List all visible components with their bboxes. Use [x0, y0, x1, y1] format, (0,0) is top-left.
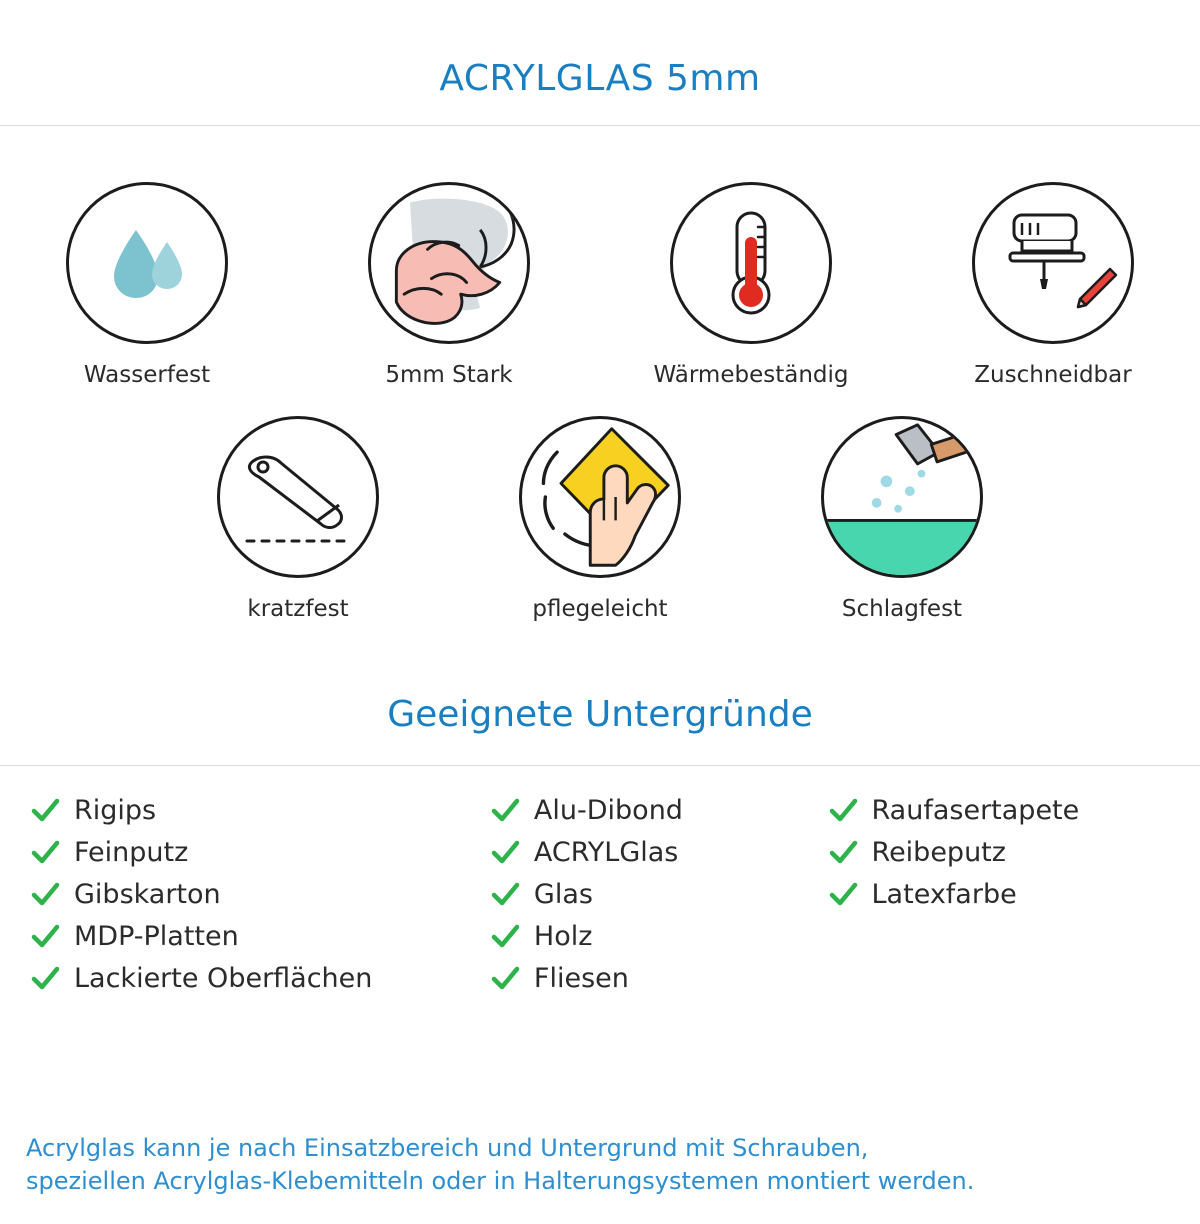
- list-item-label: Rigips: [74, 795, 157, 827]
- check-icon: [490, 880, 520, 910]
- page-title: ACRYLGLAS 5mm: [439, 58, 761, 100]
- feature-zuschneidbar: [938, 182, 1168, 388]
- list-item: [30, 874, 490, 916]
- check-icon: [30, 922, 60, 952]
- feature-wasserfest: [32, 182, 262, 388]
- check-icon: [30, 838, 60, 868]
- feature-icon-circle: [821, 416, 983, 578]
- substrate-column-2: [490, 790, 828, 1000]
- list-item: [828, 874, 1170, 916]
- list-item-label: Feinputz: [74, 837, 189, 869]
- list-item: [828, 832, 1170, 874]
- feature-waermebestaendig: [636, 182, 866, 388]
- strong-arm-icon: [371, 183, 527, 343]
- substrate-column-1: [30, 790, 490, 1000]
- list-item: [30, 916, 490, 958]
- list-item: [490, 916, 828, 958]
- list-item: [490, 790, 828, 832]
- feature-icon-circle: [972, 182, 1134, 344]
- feature-row-1: [0, 182, 1200, 388]
- list-item-label: Fliesen: [533, 963, 629, 995]
- divider-top: [0, 125, 1200, 126]
- check-icon: [828, 880, 858, 910]
- check-icon: [490, 796, 520, 826]
- list-item-label: ACRYLGlas: [533, 837, 679, 869]
- list-item-label: Alu-Dibond: [533, 795, 683, 827]
- feature-label: Wasserfest: [83, 362, 211, 389]
- water-drop-icon: [92, 208, 202, 318]
- feature-kratzfest: [183, 416, 413, 622]
- feature-label: Schlagfest: [841, 596, 963, 623]
- feature-label: kratzfest: [247, 596, 349, 623]
- list-item-label: Latexfarbe: [871, 879, 1017, 911]
- hammer-impact-icon: [824, 417, 980, 577]
- footnote: [26, 1132, 1182, 1198]
- feature-icon-circle: [217, 416, 379, 578]
- list-item-label: MDP-Platten: [74, 921, 239, 953]
- feature-icon-circle: [66, 182, 228, 344]
- check-icon: [828, 838, 858, 868]
- list-item-label: Lackierte Oberflächen: [74, 963, 373, 995]
- feature-row-2: [0, 416, 1200, 622]
- feature-5mm-stark: [334, 182, 564, 388]
- section-subtitle: Geeignete Untergründe: [387, 694, 813, 736]
- feature-icon-circle: [519, 416, 681, 578]
- footnote-line-2: speziellen Acrylglas-Klebemitteln oder in Halterungsystemen montiert werden.: [26, 1167, 975, 1195]
- thermometer-icon: [696, 203, 806, 323]
- feature-label: 5mm Stark: [385, 362, 513, 389]
- feature-label: Wärmebeständig: [653, 362, 849, 389]
- check-icon: [828, 796, 858, 826]
- list-item: [490, 958, 828, 1000]
- list-item: [490, 874, 828, 916]
- feature-label: pflegeleicht: [532, 596, 668, 623]
- list-item: [828, 790, 1170, 832]
- list-item: [30, 832, 490, 874]
- knife-scratch-icon: [233, 437, 363, 557]
- check-icon: [30, 880, 60, 910]
- footnote-line-1: Acrylglas kann je nach Einsatzbereich und Untergrund mit Schrauben,: [26, 1133, 869, 1162]
- feature-icon-circle: [670, 182, 832, 344]
- check-icon: [490, 964, 520, 994]
- feature-pflegeleicht: [485, 416, 715, 622]
- substrate-lists: [0, 766, 1200, 1000]
- list-item: [490, 832, 828, 874]
- cleaning-hand-icon: [522, 417, 678, 577]
- list-item-label: Glas: [533, 879, 593, 911]
- list-item: [30, 958, 490, 1000]
- list-item-label: Reibeputz: [871, 837, 1006, 869]
- check-icon: [30, 796, 60, 826]
- check-icon: [30, 964, 60, 994]
- list-item-label: Gibskarton: [74, 879, 221, 911]
- check-icon: [490, 838, 520, 868]
- list-item-label: Holz: [533, 921, 593, 953]
- check-icon: [490, 922, 520, 952]
- list-item: [30, 790, 490, 832]
- jigsaw-cutter-icon: [988, 203, 1118, 323]
- feature-schlagfest: [787, 416, 1017, 622]
- list-item-label: Raufasertapete: [871, 795, 1080, 827]
- substrate-column-3: [828, 790, 1170, 1000]
- feature-label: Zuschneidbar: [974, 362, 1132, 389]
- infographic-page: [0, 24, 1200, 1224]
- feature-icon-circle: [368, 182, 530, 344]
